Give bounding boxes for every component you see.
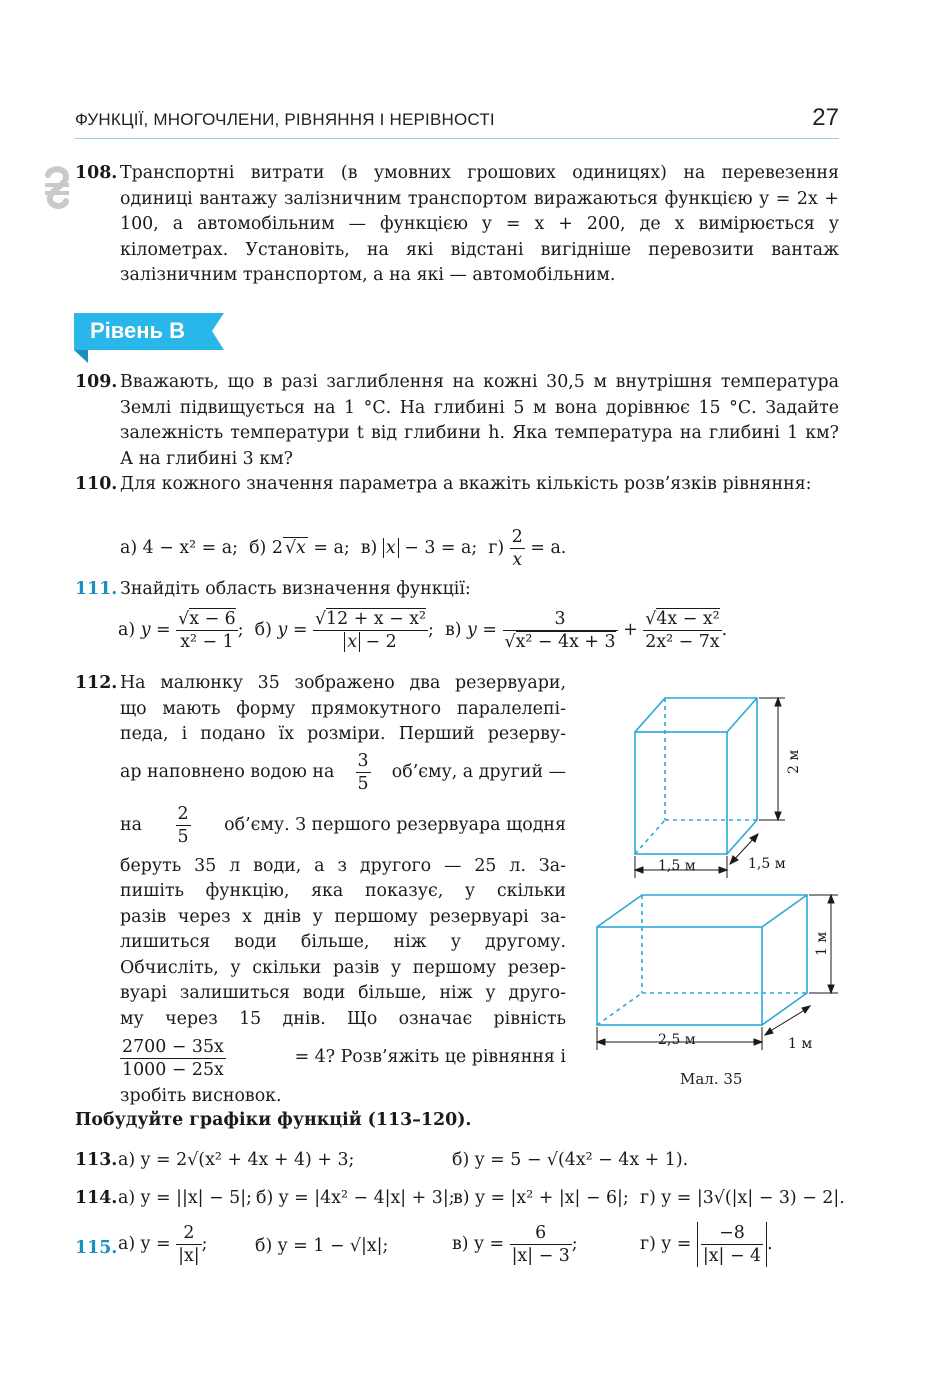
problem-number-110: 110. bbox=[75, 474, 118, 494]
option-a: а) 4 − x² = a; bbox=[120, 538, 239, 558]
tank-1 bbox=[635, 698, 757, 854]
graphs-intro: Побудуйте графіки функцій (113–120). bbox=[75, 1110, 472, 1130]
problem-111-text: Знайдіть область визначення функції: bbox=[120, 579, 471, 599]
problem-111-options: а) y = $\frac{√x - 6}{\text{x² − 1}}$ ; б) y = $\frac{\text{√12 + x − x²}}{x - 2}$ ; в) y = $\frac{3}{\text{√x² − 4x + 3}}$ + $\frac{\text{√4x − x²}}{\text{2x² − 7x}}$ . bbox=[118, 609, 728, 652]
problem-number-113: 113. bbox=[75, 1150, 118, 1170]
fraction-c2: $\frac{\text{√4x − x²}}{\text{2x² − 7x}}$ bbox=[645, 609, 720, 652]
problem-108-text: Транспортні витрати (в умовних грошових одиницях) на перевезення одиниці вантажу залізничним транспортом виражаються функцією y = 2x + 100, а автомобільним — функцією y = x + 200, де x вимірюється у кілометрах. Установіть, на які відстані вигідніше перевозити вантаж залізничним транспортом, а на які — автомобільним. bbox=[120, 163, 839, 285]
tank-2 bbox=[597, 895, 807, 1025]
page-number: 27 bbox=[812, 104, 839, 131]
level-label: Рівень В bbox=[90, 318, 186, 343]
problem-110-text: Для кожного значення параметра a вкажіть кількість розв’язків рівняння: bbox=[120, 474, 812, 494]
problem-number-108: 108. bbox=[75, 163, 118, 183]
hryvnia-icon bbox=[42, 165, 72, 213]
problem-number-112: 112. bbox=[75, 673, 118, 693]
problem-114-b: б) y = |4x² − 4|x| + 3|; bbox=[256, 1188, 455, 1208]
fraction-b: $\frac{\text{√12 + x − x²}}{x - 2}$ bbox=[314, 609, 427, 652]
problem-115-b: б) y = 1 − √|x|; bbox=[255, 1236, 389, 1256]
label-top-height: 2 м bbox=[786, 749, 802, 774]
label-top-depth: 1,5 м bbox=[748, 856, 786, 872]
problem-114-d: г) y = |3√(|x| − 3) − 2|. bbox=[640, 1188, 845, 1208]
problem-115-d: г) y = $\frac{-8}{|x| - 4}$ . bbox=[640, 1223, 773, 1266]
problem-110-options: а) 4 − x² = a; б) 2 √x = a; в) x − 3 = a; г) $\frac{2}{x}$ = a. bbox=[120, 527, 567, 570]
figure-caption: Мал. 35 bbox=[680, 1070, 743, 1088]
label-bottom-width: 2,5 м bbox=[658, 1032, 696, 1048]
problem-112-text: На малюнку 35 зображено два резервуари, що мають форму прямокутного паралелепі- педа, і подано їх розміри. Перший резерву- ар наповнено водою на $\frac{3}{5}$ об’єму, а другий — на $\frac{2}{5}$ об’єму. З першого резервуара щодня беруть 35 л води, а з другого — 25 л. За- пишіть функцію, яка показує, у скільки разів через x днів у першому резервуарі за- лишиться води більше, ніж у другому. Обчисліть, у скільки разів у першому резер- вуарі залишиться води більше, ніж у друго- му через 15 днів. Що означає рівність $\frac{2700 - 35x}{1000 - 25x}$ = 4? Розв’яжіть це рівняння і зробіть висновок. bbox=[120, 673, 566, 1106]
problem-number-109: 109. bbox=[75, 372, 118, 392]
fraction-a: $\frac{√x - 6}{\text{x² − 1}}$ bbox=[178, 609, 236, 652]
problem-115-a: а) y = $\frac{2}{|x|}$ ; bbox=[118, 1223, 208, 1266]
problem-number-115: 115. bbox=[75, 1238, 118, 1258]
problem-109-text: Вважають, що в разі заглиблення на кожні 30,5 м внутрішня температура Землі підвищується на 1 °С. На глибині 5 м вона дорівнює 15 °С. Задайте залежність температури t від глибини h. Яка температура на глибині 1 км? А на глибині 3 км? bbox=[120, 372, 839, 469]
label-bottom-height: 1 м bbox=[814, 931, 830, 956]
problem-113-b: б) y = 5 − √(4x² − 4x + 1). bbox=[452, 1150, 689, 1170]
label-bottom-depth: 1 м bbox=[788, 1036, 813, 1052]
chapter-title: ФУНКЦІЇ, МНОГОЧЛЕНИ, РІВНЯННЯ І НЕРІВНОСТІ bbox=[75, 110, 495, 129]
sqrt-x: √x bbox=[284, 538, 306, 558]
figure-35 bbox=[590, 690, 840, 1060]
fraction-c1: $\frac{3}{\text{√x² − 4x + 3}}$ bbox=[504, 609, 616, 652]
fraction-2-over-x: $\frac{2}{x}$ bbox=[511, 527, 523, 570]
problem-113-a: а) y = 2√(x² + 4x + 4) + 3; bbox=[118, 1150, 355, 1170]
problem-114-a: а) y = ||x| − 5|; bbox=[118, 1188, 252, 1208]
problem-number-111: 111. bbox=[75, 579, 118, 599]
running-header bbox=[75, 104, 839, 139]
problem-114-c: в) y = |x² + |x| − 6|; bbox=[453, 1188, 629, 1208]
problem-number-114: 114. bbox=[75, 1188, 118, 1208]
label-top-width: 1,5 м bbox=[658, 858, 696, 874]
problem-115-c: в) y = $\frac{6}{|x| - 3}$ ; bbox=[452, 1223, 578, 1266]
level-badge bbox=[74, 313, 224, 350]
